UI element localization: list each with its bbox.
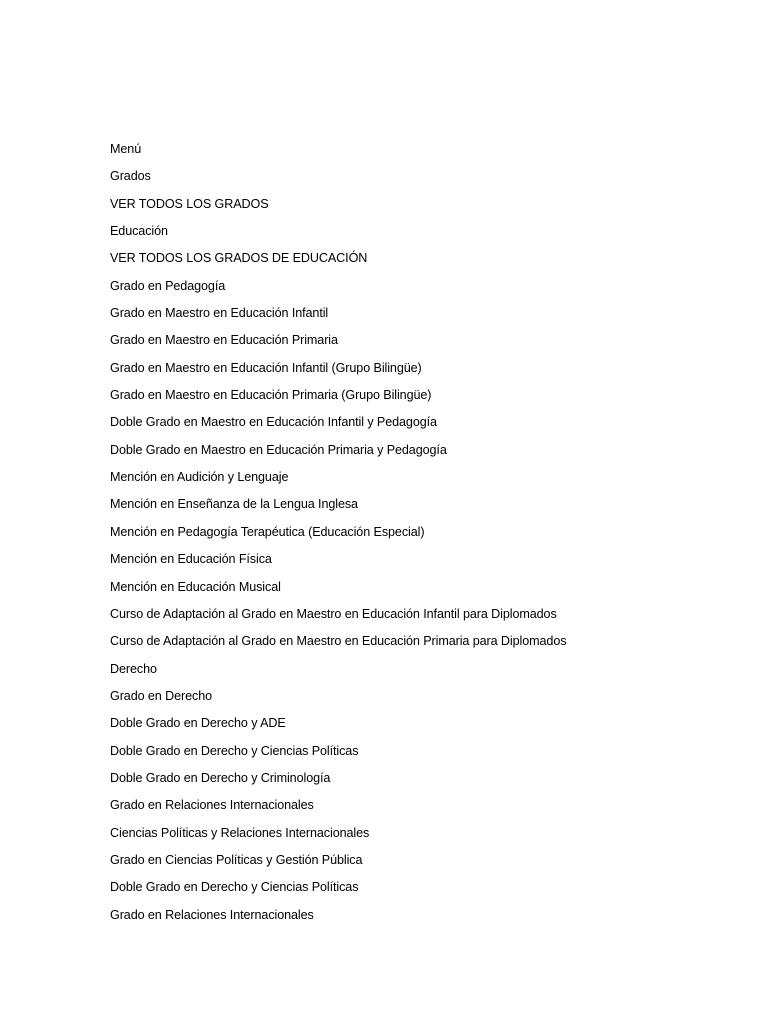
- menu-list: [110, 140, 750, 933]
- list-item: Grado en Ciencias Políticas y Gestión Pública: [110, 852, 363, 867]
- section-grados: Grados: [110, 169, 151, 184]
- list-item: Grado en Relaciones Internacionales: [110, 907, 314, 922]
- menu-title: Menú: [110, 142, 142, 156]
- list-item: Doble Grado en Derecho y Criminología: [110, 770, 331, 785]
- list-item: Mención en Audición y Lenguaje: [110, 470, 289, 485]
- list-item: Grado en Maestro en Educación Infantil (Grupo Bilingüe): [110, 360, 422, 375]
- list-item: Grado en Derecho: [110, 688, 213, 703]
- list-item: Doble Grado en Derecho y Ciencias Políticas: [110, 743, 359, 758]
- list-item: Grado en Relaciones Internacionales: [110, 798, 314, 813]
- list-item: Curso de Adaptación al Grado en Maestro en Educación Primaria para Diplomados: [110, 634, 567, 649]
- list-item: Grado en Pedagogía: [110, 278, 226, 293]
- document-page: [110, 140, 750, 933]
- list-item: Mención en Enseñanza de la Lengua Inglesa: [110, 497, 358, 512]
- list-item: Mención en Educación Musical: [110, 579, 281, 594]
- list-item: Doble Grado en Maestro en Educación Infantil y Pedagogía: [110, 415, 437, 430]
- list-item: Curso de Adaptación al Grado en Maestro en Educación Infantil para Diplomados: [110, 606, 557, 621]
- list-item: Doble Grado en Maestro en Educación Primaria y Pedagogía: [110, 442, 447, 457]
- list-item: VER TODOS LOS GRADOS DE EDUCACIÓN: [110, 251, 368, 266]
- list-item: Grado en Maestro en Educación Primaria: [110, 333, 338, 348]
- list-item: Grado en Maestro en Educación Primaria (Grupo Bilingüe): [110, 388, 432, 403]
- list-item: Grado en Maestro en Educación Infantil: [110, 306, 329, 321]
- list-item: Ciencias Políticas y Relaciones Internacionales: [110, 825, 370, 840]
- section-educacion: Educación: [110, 224, 168, 239]
- section-derecho: Derecho: [110, 661, 157, 676]
- list-item: Doble Grado en Derecho y ADE: [110, 716, 286, 731]
- list-item: Mención en Educación Física: [110, 552, 272, 567]
- list-item: Doble Grado en Derecho y Ciencias Políticas: [110, 880, 359, 895]
- list-item: VER TODOS LOS GRADOS: [110, 196, 269, 211]
- list-item: Mención en Pedagogía Terapéutica (Educación Especial): [110, 524, 425, 539]
